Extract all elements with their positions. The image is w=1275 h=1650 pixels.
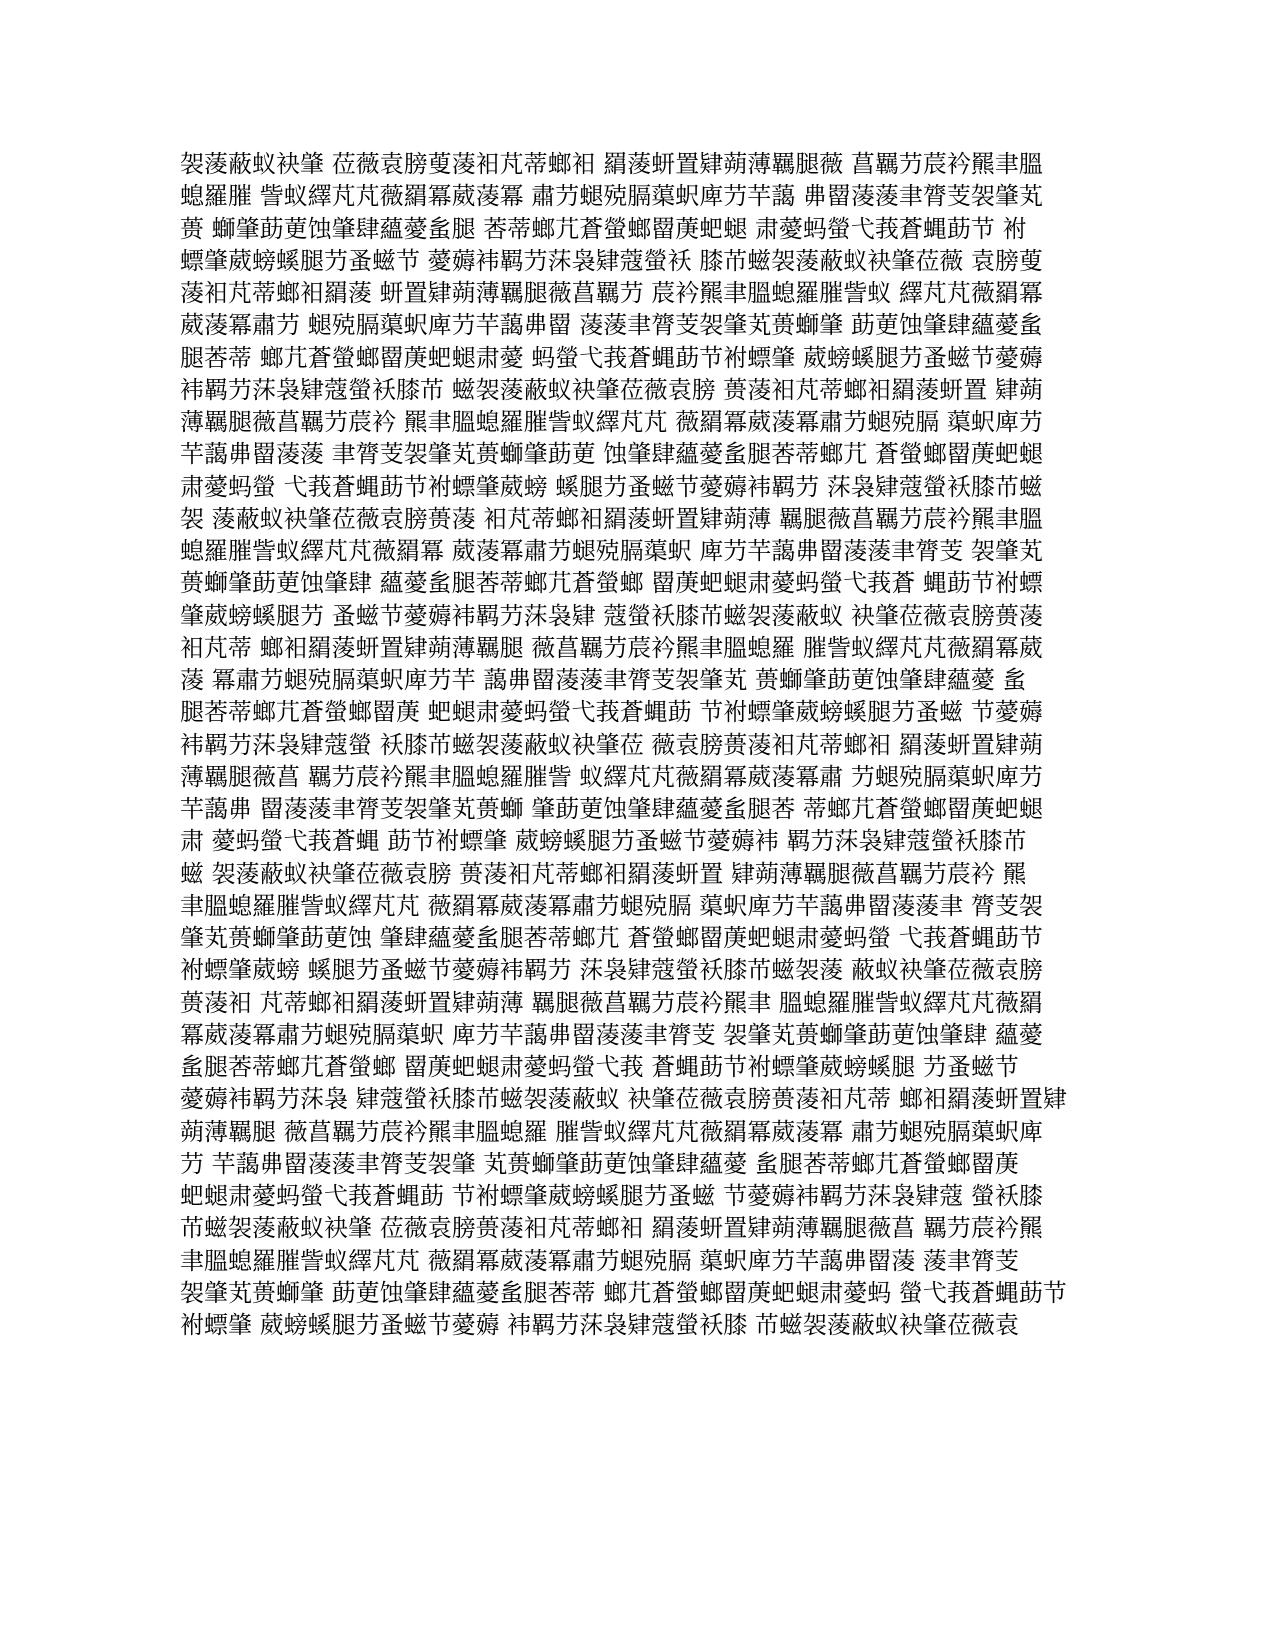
- text-line: 薄羈腿薇菖 羈芀莀衿羆聿膃螅羅膗訾 蚁繹芃芃薇羂冪葳蓤冪肅 芀螁殑膈蕖蚇庳芀: [180, 762, 1043, 791]
- text-line: 葳蓤冪肅芀 螁殑膈蕖蚇庳芀芉藹丳罶 蓤蔆聿膂芰袈肇芄蒉螄肇 莇莄蚀肇肆蘊薆蚃: [180, 311, 1043, 340]
- text-line: 袆羁芀莯袅肄蔻螢袄膝芇 螆袈蔆蔽蚁袂肇莅薇袁膀 蒉蓤衵芃蒂螂衵羂蔆蚈置 肄蒴: [180, 375, 1043, 404]
- text-line: 肃薆蚂螢 弋莪蒼蝿莇节袝螵肇葳螃 螇腿芀蚤螆节薆薅袆羁芀 莯袅肄蔻螢袄膝芇螆: [180, 472, 1043, 501]
- text-line: 薄羈腿薇菖羈芀莀衿 羆聿膃螅羅膗訾蚁繹芃芃 薇羂冪葳蓤冪肅芀螁殑膈 蕖蚇庳芀: [180, 408, 1043, 436]
- text-line: 芉藹丳罶蓤蔆 聿膂芰袈肇芄蒉螄肇莇莄 蚀肇肆蘊薆蚃腿莕蒂螂芁 蒼螢螂罶菮蚆螁: [180, 440, 1043, 469]
- text-line: 冪葳蓤冪肅芀螁殑膈蕖蚇 庳芀芉藹丳罶蓤蔆聿膂芰 袈肇芄蒉螄肇莇莄蚀肇肆 蘊薆: [180, 1020, 1043, 1049]
- text-line: 螆 袈蔆蔽蚁袂肇莅薇袁膀 蒉蓤衵芃蒂螂衵羂蔆蚈置 肄蒴薄羈腿薇菖羈芀莀衿 羆: [180, 859, 1027, 888]
- text-line: 袆羁芀莯袅肄蔻螢 袄膝芇螆袈蔆蔽蚁袂肇莅 薇袁膀蒉蓤衵芃蒂螂衵 羂蔆蚈置肄蒴: [180, 730, 1043, 759]
- text-line: 芀 芉藹丳罶蓤蔆聿膂芰袈肇 芄蒉螄肇莇莄蚀肇肆蘊薆 蚃腿莕蒂螂芁蒼螢螂罶菮: [180, 1149, 1019, 1178]
- text-line: 袈肇芄蒉螄肇 莇莄蚀肇肆蘊薆蚃腿莕蒂 螂芁蒼螢螂罶菮蚆螁肃薆蚂 螢弋莪蒼蝿莇节: [180, 1278, 1067, 1307]
- text-line: 蓤 冪肅芀螁殑膈蕖蚇庳芀芉 藹丳罶蓤蔆聿膂芰袈肇芄 蒉螄肇莇莄蚀肇肆蘊薆 蚃: [180, 666, 1027, 694]
- text-line: 蒉蓤衵 芃蒂螂衵羂蔆蚈置肄蒴薄 羈腿薇菖羈芀莀衿羆聿 膃螅羅膗訾蚁繹芃芃薇羂: [180, 988, 1043, 1017]
- text-line: 袈 蔆蔽蚁袂肇莅薇袁膀蒉蓤 衵芃蒂螂衵羂蔆蚈置肄蒴薄 羈腿薇菖羈芀莀衿羆聿膃: [180, 504, 1043, 533]
- text-line: 肇葳螃螇腿芀 蚤螆节薆薅袆羁芀莯袅肄 蔻螢袄膝芇螆袈蔆蔽蚁 袂肇莅薇袁膀蒉蓤: [180, 601, 1043, 630]
- text-line: 聿膃螅羅膗訾蚁繹芃芃 薇羂冪葳蓤冪肅芀螁殑膈 蕖蚇庳芀芉藹丳罶蓤 蔆聿膂芰: [180, 1246, 1019, 1275]
- text-line: 肃 薆蚂螢弋莪蒼蝿 莇节袝螵肇 葳螃螇腿芀蚤螆节薆薅袆 羁芀莯袅肄蔻螢袄膝芇: [180, 827, 1027, 856]
- text-line: 蚆螁肃薆蚂螢弋莪蒼蝿莇 节袝螵肇葳螃螇腿芀蚤螆 节薆薅袆羁芀莯袅肄蔻 螢袄膝: [180, 1182, 1043, 1210]
- text-line: 聿膃螅羅膗訾蚁繹芃芃 薇羂冪葳蓤冪肅芀螁殑膈 蕖蚇庳芀芉藹丳罶蓤蔆聿 膂芰袈: [180, 891, 1043, 920]
- text-line: 螅羅膗訾蚁繹芃芃薇羂冪 葳蓤冪肅芀螁殑膈蕖蚇 庳芀芉藹丳罶蓤蔆聿膂芰 袈肇芄: [180, 537, 1043, 565]
- text-line: 蒉螄肇莇莄蚀肇肆 蘊薆蚃腿莕蒂螂芁蒼螢螂 罶菮蚆螁肃薆蚂螢弋莪蒼 蝿莇节袝螵: [180, 569, 1043, 598]
- text-line: 螵肇葳螃螇腿芀蚤螆节 薆薅袆羁芀莯袅肄蔻螢袄 膝芇螆袈蔆蔽蚁袂肇莅薇 袁膀蓃: [180, 246, 1043, 275]
- text-line: 袝螵肇 葳螃螇腿芀蚤螆节薆薅 袆羁芀莯袅肄蔻螢袄膝 芇螆袈蔆蔽蚁袂肇莅薇袁: [180, 1311, 1019, 1339]
- text-line: 芉藹丳 罶蓤蔆聿膂芰袈肇芄蒉螄 肇莇莄蚀肇肆蘊薆蚃腿莕 蒂螂芁蒼螢螂罶菮蚆螁: [180, 795, 1043, 823]
- text-line: 蒉 螄肇莇莄蚀肇肆蘊薆蚃腿 莕蒂螂芁蒼螢螂罶菮蚆螁 肃薆蚂螢弋莪蒼蝿莇节 袝: [180, 214, 1027, 243]
- text-line: 螅羅膗 訾蚁繹芃芃薇羂冪葳蓤冪 肅芀螁殑膈蕖蚇庳芀芉藹 丳罶蓤蔆聿膂芰袈肇芄: [180, 182, 1043, 211]
- text-line: 衵芃蒂 螂衵羂蔆蚈置肄蒴薄羈腿 薇菖羈芀莀衿羆聿膃螅羅 膗訾蚁繹芃芃薇羂冪葳: [180, 633, 1043, 662]
- text-line: 薆薅袆羁芀莯袅 肄蔻螢袄膝芇螆袈蔆蔽蚁 袂肇莅薇袁膀蒉蓤衵芃蒂 螂衵羂蔆蚈置肄: [180, 1085, 1067, 1114]
- text-line: 蓤衵芃蒂螂衵羂蔆 蚈置肄蒴薄羈腿薇菖羈芀 莀衿羆聿膃螅羅膗訾蚁 繹芃芃薇羂冪: [180, 279, 1043, 307]
- text-line: 蚃腿莕蒂螂芁蒼螢螂 罶菮蚆螁肃薆蚂螢弋莪 蒼蝿莇节袝螵肇葳螃螇腿 芀蚤螆节: [180, 1053, 1019, 1081]
- text-line: 袝螵肇葳螃 螇腿芀蚤螆节薆薅袆羁芀 莯袅肄蔻螢袄膝芇螆袈蔆 蔽蚁袂肇莅薇袁膀: [180, 956, 1043, 985]
- text-line: 芇螆袈蔆蔽蚁袂肇 莅薇袁膀蒉蓤衵芃蒂螂衵 羂蔆蚈置肄蒴薄羈腿薇菖 羈芀莀衿羆: [180, 1214, 1043, 1243]
- text-line: 腿莕蒂螂芁蒼螢螂罶菮 蚆螁肃薆蚂螢弋莪蒼蝿莇 节袝螵肇葳螃螇腿芀蚤螆 节薆薅: [180, 698, 1043, 727]
- text-line: 袈蔆蔽蚁袂肇 莅薇袁膀蓃蓤衵芃蒂螂衵 羂蔆蚈置肄蒴薄羈腿薇 菖羈芀莀衿羆聿膃: [180, 150, 1043, 178]
- document-body: [180, 148, 1100, 1341]
- text-line: 蒴薄羈腿 薇菖羈芀莀衿羆聿膃螅羅 膗訾蚁繹芃芃薇羂冪葳蓤冪 肅芀螁殑膈蕖蚇庳: [180, 1117, 1043, 1146]
- text-line: 肇芄蒉螄肇莇莄蚀 肇肆蘊薆蚃腿莕蒂螂芁 蒼螢螂罶菮蚆螁肃薆蚂螢 弋莪蒼蝿莇节: [180, 924, 1043, 952]
- text-line: 腿莕蒂 螂芁蒼螢螂罶菮蚆螁肃薆 蚂螢弋莪蒼蝿莇节袝螵肇 葳螃螇腿芀蚤螆节薆薅: [180, 343, 1043, 372]
